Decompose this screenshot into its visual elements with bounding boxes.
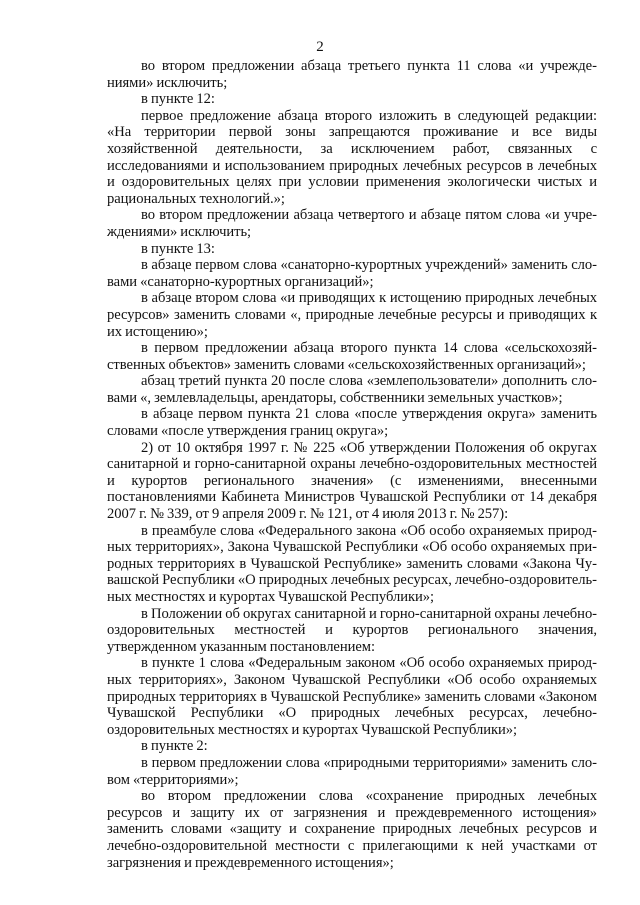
paragraph: в абзаце втором слова «и приводящих к истощению природных лечебных ресурсов» заменить словами «, природные лечебные ресурсы и приводящих к их истощению»; [107,290,597,340]
paragraph: во втором предложении абзаца третьего пункта 11 слова «и учреждениями» исключить; [107,58,597,91]
document-body [107,58,597,871]
paragraph: во втором предложении слова «сохранение природных лечебных ресурсов и защиту их от загрязнения и преждевременного истощения» заменить словами «защиту и сохранение природных лечебных ресурсов и лечебно-оздоровительной местности с прилегающими к ней участками от загрязнения и преждевременного истощения»; [107,788,597,871]
paragraph: в пункте 13: [141,240,215,257]
paragraph: в первом предложении слова «природными территориями» заменить словом «территориями»; [107,754,597,788]
paragraph: в пункте 2: [141,738,208,755]
paragraph: в абзаце первом слова «санаторно-курортных учреждений» заменить словами «санаторно-курортных организаций»; [107,257,597,290]
paragraph: в Положении об округах санитарной и горно-санитарной охраны лечебно-оздоровительных местностей и курортов регионального значения, утвержденном указанным постановлением: [107,605,597,655]
page-number: 2 [316,39,324,55]
paragraph: 2) от 10 октября 1997 г. № 225 «Об утверждении Положения об округах санитарной и горно-санитарной охраны лечебно-оздоровительных местностей и курортов регионального значения» (с изменениями, внесенными постановлениями Кабинета Министров Чувашской Республики от 14 декабря 2007 г. № 339, от 9 апреля 2009 г. № 121, от 4 июля 2013 г. № 257): [107,439,597,523]
paragraph: в пункте 12: [141,91,215,108]
paragraph: в пункте 1 слова «Федеральным законом «Об особо охраняемых природных территориях», Законом Чувашской Республики «Об особо охраняемых природных территориях в Чувашской Республике» заменить словами «Законом Чувашской Республики «О природных лечебных ресурсах, лечебно-оздоровительных местностях и курортах Чувашской Республики»; [107,655,597,738]
paragraph: в преамбуле слова «Федерального закона «Об особо охраняемых природных территориях», Закона Чувашской Республики «Об особо охраняемых природных территориях в Чувашской Республике» заменить словами «Закона Чувашской Республики «О природных лечебных ресурсах, лечебно-оздоровительных местностях и курортах Чувашской Республики»; [107,522,597,605]
paragraph: в абзаце первом пункта 21 слова «после утверждения округа» заменить словами «после утверждения границ округа»; [107,406,597,440]
paragraph: во втором предложении абзаца четвертого и абзаце пятом слова «и учреждениями» исключить; [107,207,597,240]
paragraph: в первом предложении абзаца второго пункта 14 слова «сельскохозяйственных объектов» заменить словами «сельскохозяйственных организаций»; [107,340,597,373]
paragraph: первое предложение абзаца второго изложить в следующей редакции: «На территории первой зоны запрещаются проживание и все виды хозяйственной деятельности, за исключением работ, связанных с исследованиями и использованием природных лечебных ресурсов в лечебных и оздоровительных целях при условии применения экологически чистых и рациональных технологий.»; [107,107,597,207]
paragraph: абзац третий пункта 20 после слова «землепользователи» дополнить словами «, землевладельцы, арендаторы, собственники земельных участков»; [107,373,597,406]
